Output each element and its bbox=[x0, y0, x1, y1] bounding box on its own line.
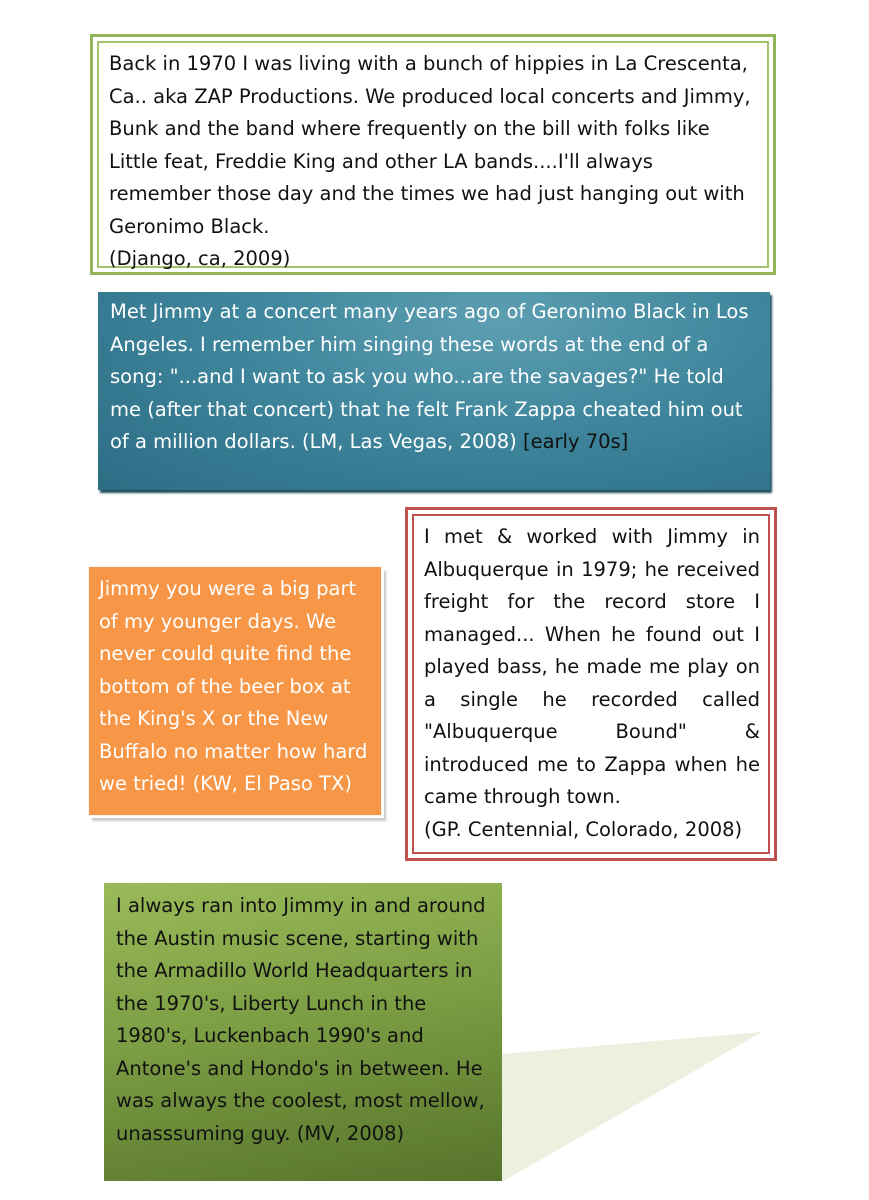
testimonial-text: Jimmy you were a big part of my younger days. We never could quite find the bottom of the beer box at the King's X or the New Buffalo no matter how hard we tried! (KW, El Paso TX) bbox=[99, 577, 368, 795]
testimonial-gp bbox=[405, 507, 777, 861]
testimonial-attribution: (GP. Centennial, Colorado, 2008) bbox=[424, 817, 743, 841]
testimonial-text: Back in 1970 I was living with a bunch of hippies in La Crescenta, Ca.. aka ZAP Productions. We produced local concerts and Jimmy, Bunk and the band where frequently on the bill with folks like Little feat, Freddie King and other LA bands....I'll always remember those day and the times we had just hanging out with Geronimo Black. (Django, ca, 2009) bbox=[109, 52, 751, 270]
testimonial-text: Met Jimmy at a concert many years ago of Geronimo Black in Los Angeles. I remember him singing these words at the end of a song: "...and I want to ask you who...are the savages?" He told me (after that concert) that he felt Frank Zappa cheated him out of a million dollars. (LM, Las Vegas, 2008) [early 70s] bbox=[110, 300, 749, 453]
testimonial-text: I always ran into Jimmy in and around the Austin music scene, starting with the Armadillo World Headquarters in the 1970's, Liberty Lunch in the 1980's, Luckenbach 1990's and Antone's and Hondo's in between. He was always the coolest, most mellow, unasssuming guy. (MV, 2008) bbox=[116, 894, 486, 1145]
testimonial-lm bbox=[98, 292, 770, 490]
testimonial-mv bbox=[104, 883, 502, 1181]
testimonial-attribution: (Django, ca, 2009) bbox=[109, 247, 291, 270]
testimonial-text: I met & worked with Jimmy in Albuquerque in 1979; he received freight for the record store I managed... When he found out I played bass, he made me play on a single he recorded called "Albuquerque Bound" & introduced me to Zappa when he came through town. (GP. Centennial, Colorado, 2008) bbox=[424, 525, 760, 841]
testimonial-kw bbox=[88, 566, 382, 816]
testimonial-django bbox=[90, 34, 776, 275]
decorative-shape bbox=[502, 1032, 762, 1182]
testimonial-note: [early 70s] bbox=[522, 430, 629, 453]
